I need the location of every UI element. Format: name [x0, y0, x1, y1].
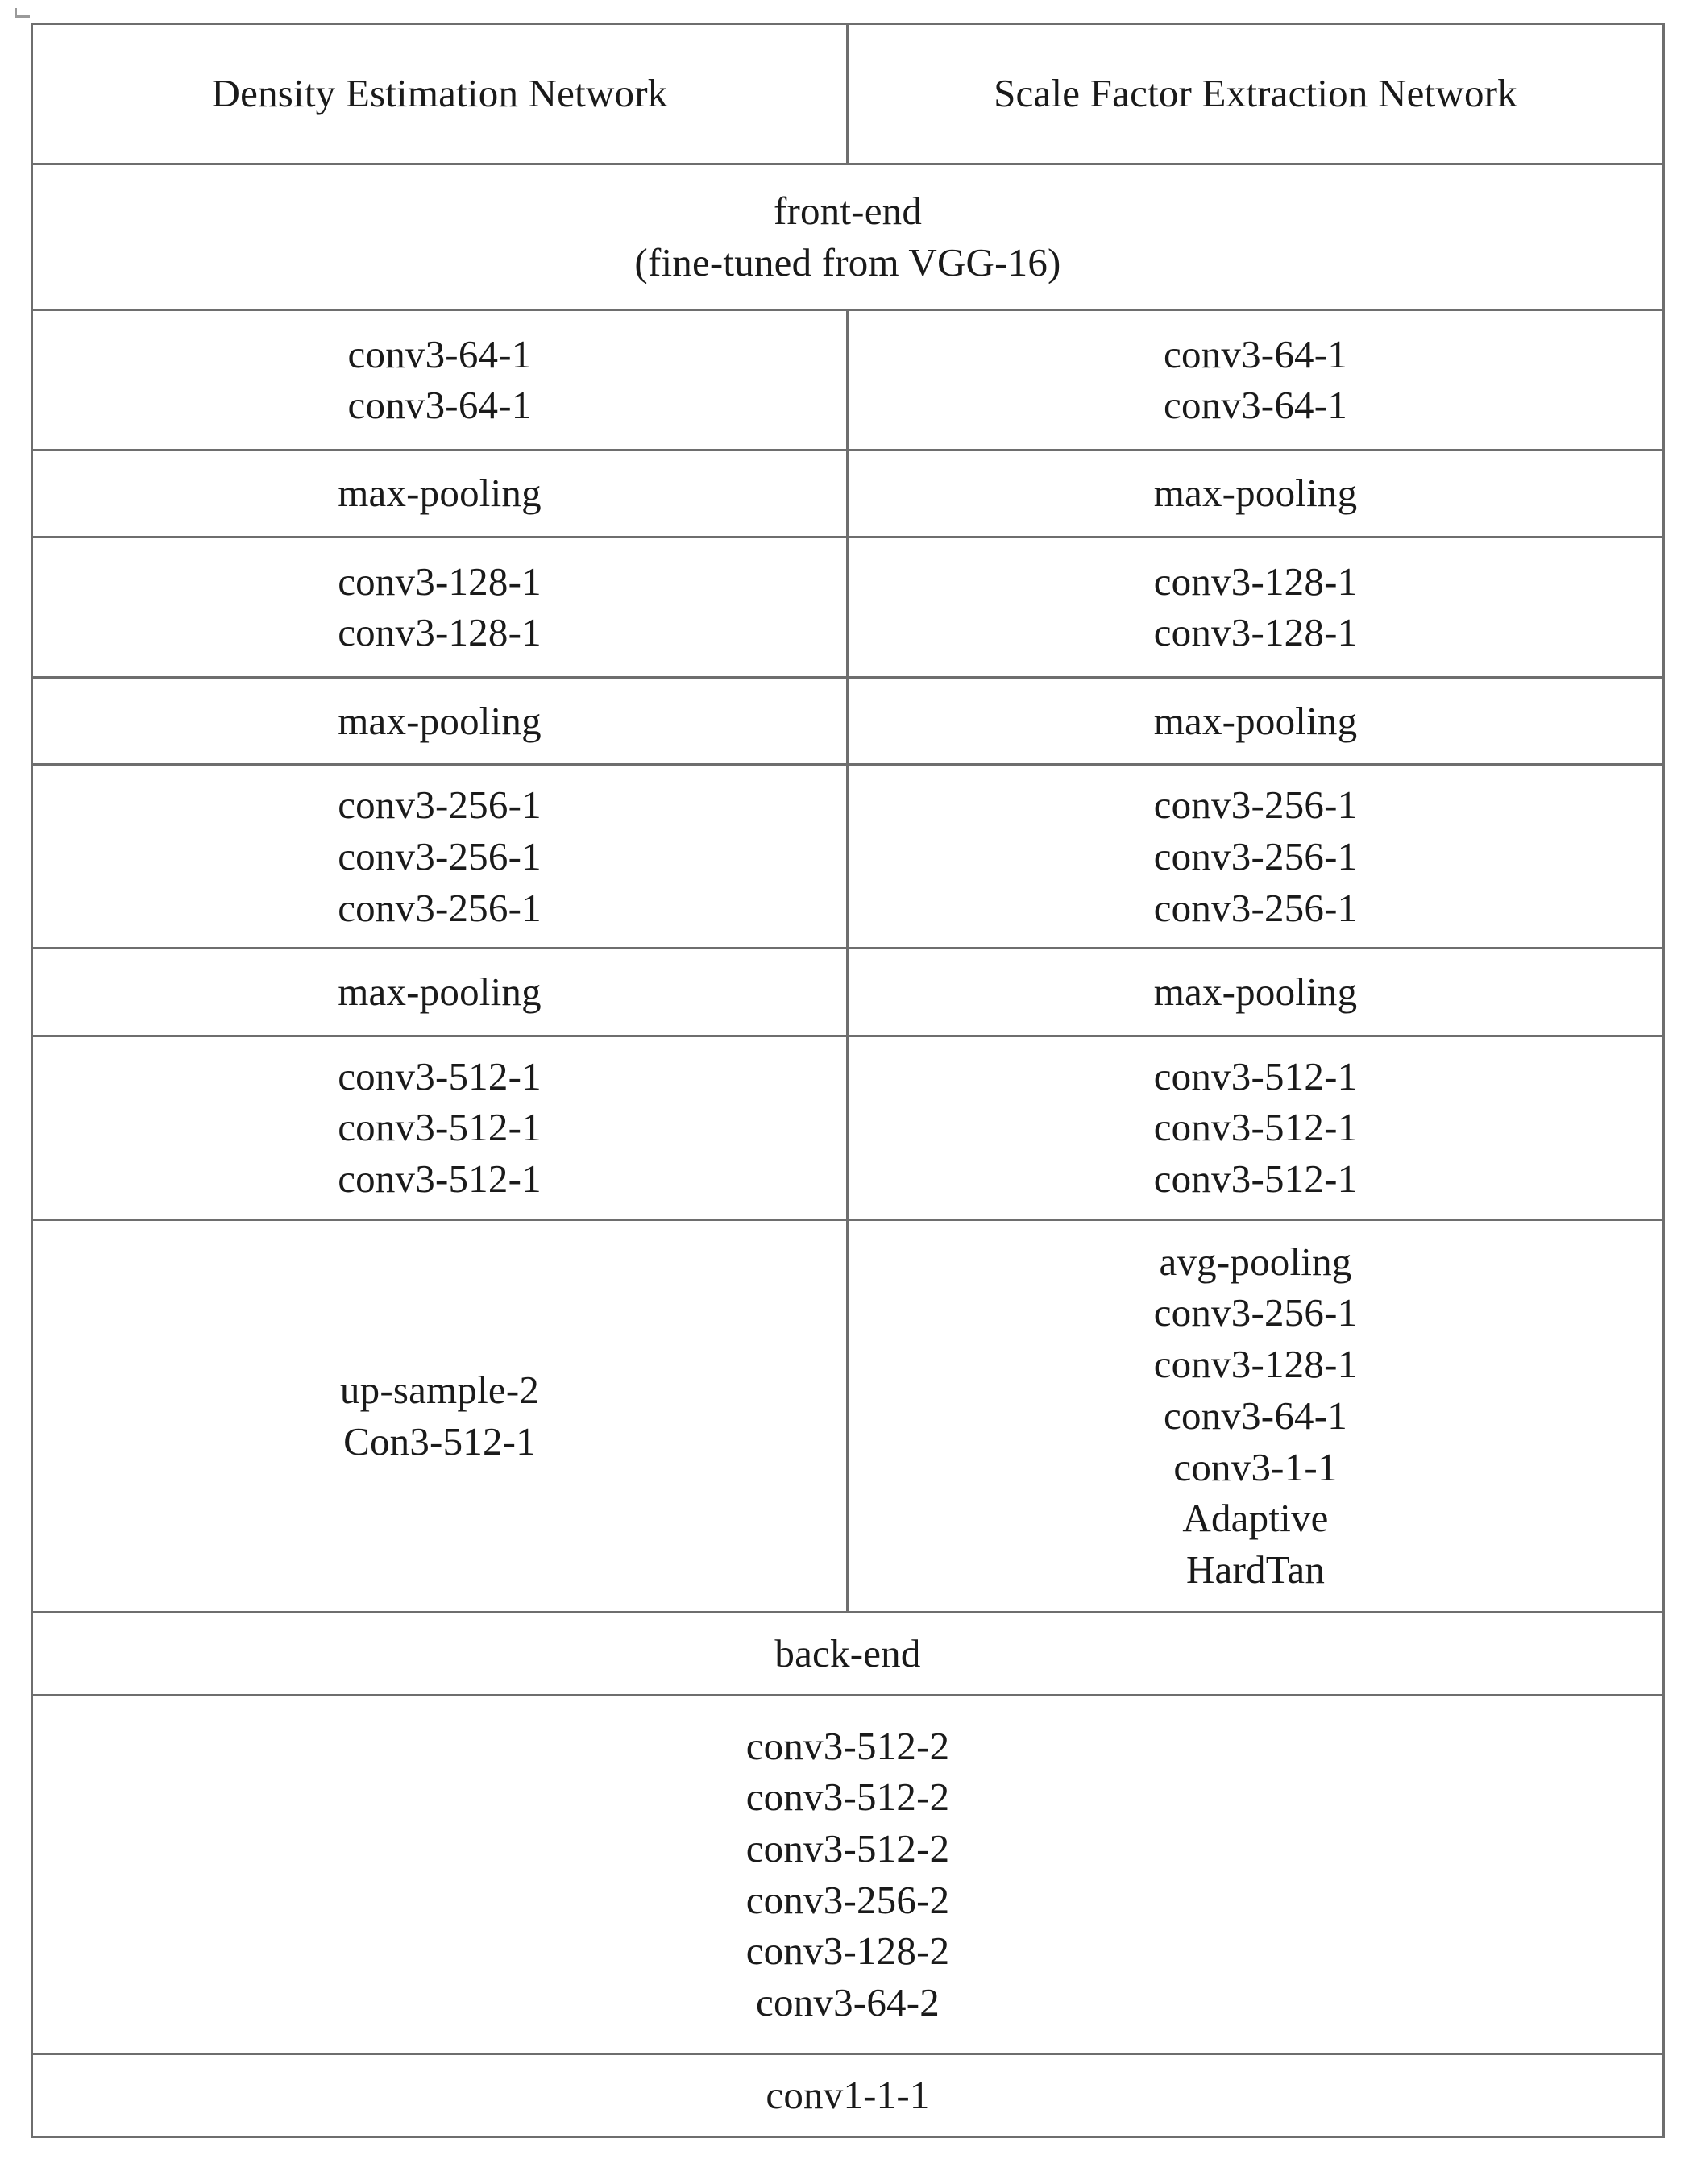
layer-label: conv3-64-1: [347, 331, 532, 376]
front-end-banner-row: [32, 164, 1664, 309]
density-conv128-block: [32, 538, 848, 678]
back-end-label: back-end: [774, 1630, 921, 1675]
architecture-table-container: [31, 23, 1662, 2138]
layer-label: conv3-256-2: [745, 1877, 950, 1922]
layer-label: conv3-128-1: [1153, 610, 1358, 655]
architecture-table: [31, 23, 1665, 2138]
scan-artifact: [15, 8, 30, 18]
back-end-banner-row: [32, 1612, 1664, 1695]
layer-label: avg-pooling: [1159, 1239, 1352, 1284]
table-row: [32, 538, 1664, 678]
layer-label: conv1-1-1: [766, 2073, 930, 2118]
layer-label: conv3-512-2: [745, 1826, 950, 1871]
table-row: [32, 450, 1664, 538]
density-conv512-block: [32, 1036, 848, 1219]
table-row: [32, 1695, 1664, 2053]
density-maxpool-3: [32, 949, 848, 1036]
layer-label: conv3-512-2: [745, 1775, 950, 1820]
output-layer-block: [32, 2053, 1664, 2136]
table-row: [32, 949, 1664, 1036]
layer-label: conv3-256-1: [1153, 885, 1358, 930]
table-row: [32, 765, 1664, 949]
layer-label: conv3-128-1: [338, 610, 542, 655]
layer-label: conv3-512-1: [1153, 1156, 1358, 1201]
layer-label: conv3-64-1: [1164, 331, 1347, 376]
density-upsample-block: [32, 1219, 848, 1612]
layer-label: conv3-256-1: [1153, 833, 1358, 878]
layer-label: max-pooling: [338, 698, 542, 743]
layer-label: max-pooling: [338, 970, 542, 1015]
density-maxpool-1: [32, 450, 848, 538]
front-end-label: front-end: [773, 189, 923, 234]
layer-label: conv3-512-1: [338, 1105, 542, 1150]
layer-label: conv3-128-1: [1153, 1342, 1358, 1387]
layer-label: conv3-256-1: [338, 783, 542, 828]
table-row: [32, 2053, 1664, 2136]
layer-label: conv3-256-1: [1153, 783, 1358, 828]
column-header-density-estimation-network: Density Estimation Network: [32, 24, 848, 164]
scale-conv512-block: [848, 1036, 1664, 1219]
layer-label: max-pooling: [1153, 970, 1358, 1015]
front-end-banner: [32, 164, 1664, 309]
layer-label: conv3-512-1: [338, 1053, 542, 1098]
layer-label: conv3-64-1: [347, 383, 532, 428]
table-row: [32, 1036, 1664, 1219]
scale-conv128-block: [848, 538, 1664, 678]
table-row: [32, 677, 1664, 765]
scale-conv256-block: [848, 765, 1664, 949]
layer-label: max-pooling: [338, 471, 542, 516]
layer-label: conv3-256-1: [338, 833, 542, 878]
layer-label: conv3-512-1: [338, 1156, 542, 1201]
layer-label: conv3-64-1: [1164, 383, 1347, 428]
layer-label: conv3-1-1: [1173, 1444, 1338, 1489]
density-maxpool-2: [32, 677, 848, 765]
layer-label: up-sample-2: [339, 1367, 540, 1412]
column-header-scale-factor-extraction-network: Scale Factor Extraction Network: [848, 24, 1664, 164]
density-conv64-block: [32, 309, 848, 450]
table-row: [32, 309, 1664, 450]
table-header-row: [32, 24, 1664, 164]
scale-conv64-block: [848, 309, 1664, 450]
scale-maxpool-3: [848, 949, 1664, 1036]
scale-maxpool-1: [848, 450, 1664, 538]
layer-label: conv3-512-1: [1153, 1053, 1358, 1098]
layer-label: conv3-128-1: [1153, 558, 1358, 604]
layer-label: Con3-512-1: [343, 1418, 536, 1464]
layer-label: conv3-512-2: [745, 1723, 950, 1768]
front-end-source-label: (fine-tuned from VGG-16): [634, 239, 1061, 284]
layer-label: conv3-512-1: [1153, 1105, 1358, 1150]
layer-label: max-pooling: [1153, 471, 1358, 516]
layer-label: max-pooling: [1153, 698, 1358, 743]
layer-label: conv3-128-1: [338, 558, 542, 604]
table-row: [32, 1219, 1664, 1612]
layer-label: conv3-64-1: [1164, 1393, 1347, 1438]
layer-label: Adaptive: [1182, 1496, 1329, 1541]
layer-label: conv3-256-1: [1153, 1290, 1358, 1335]
layer-label: conv3-64-2: [756, 1980, 940, 2025]
density-conv256-block: [32, 765, 848, 949]
back-end-layer-block: [32, 1695, 1664, 2053]
scale-factor-tail-block: [848, 1219, 1664, 1612]
layer-label: conv3-256-1: [338, 885, 542, 930]
back-end-banner: [32, 1612, 1664, 1695]
scale-maxpool-2: [848, 677, 1664, 765]
layer-label: conv3-128-2: [745, 1929, 950, 1974]
layer-label: HardTan: [1185, 1547, 1326, 1592]
